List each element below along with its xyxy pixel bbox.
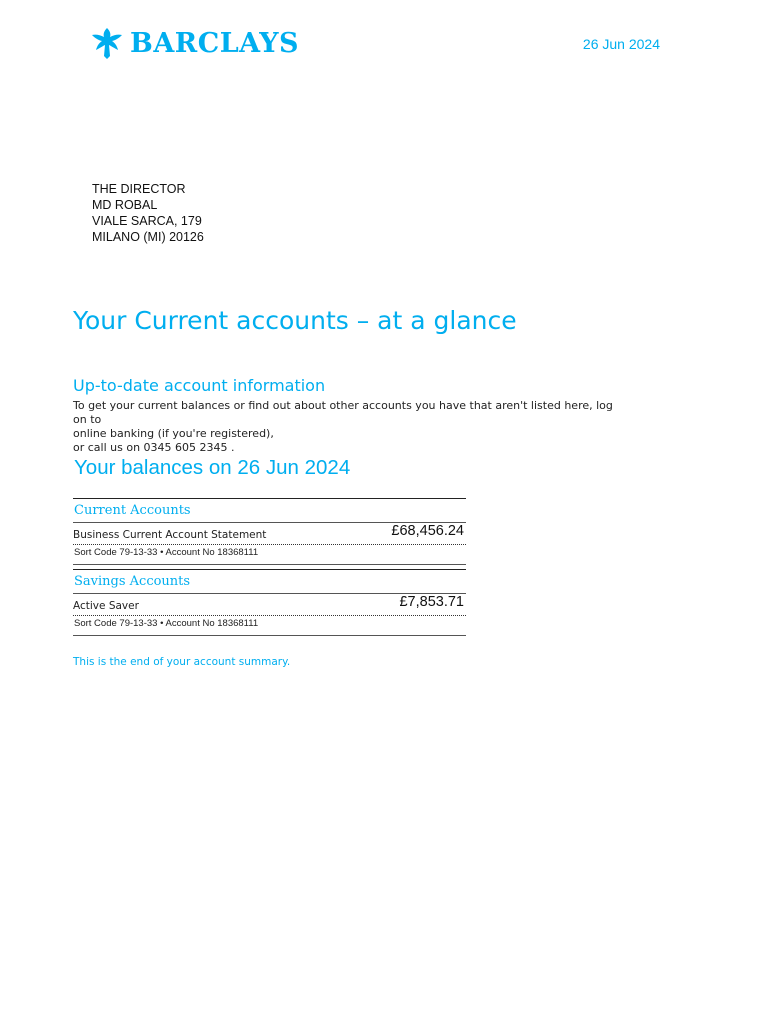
address-line: MD ROBAL bbox=[92, 198, 158, 212]
info-text bbox=[73, 399, 613, 455]
divider bbox=[73, 635, 466, 636]
info-heading: Up-to-date account information bbox=[73, 376, 326, 395]
account-row bbox=[73, 594, 466, 615]
page-title: Your Current accounts – at a glance bbox=[73, 306, 517, 335]
address-block bbox=[92, 181, 204, 245]
info-line: To get your current balances or find out about other accounts you have that aren't listed here, log on to bbox=[73, 399, 613, 426]
accounts-table bbox=[73, 498, 466, 636]
info-line: or call us on 0345 605 2345 . bbox=[73, 441, 235, 454]
account-name: Active Saver bbox=[73, 600, 139, 612]
end-note: This is the end of your account summary. bbox=[73, 656, 291, 668]
account-balance: £68,456.24 bbox=[391, 523, 464, 539]
section-title: Savings Accounts bbox=[74, 574, 191, 589]
balances-heading: Your balances on 26 Jun 2024 bbox=[74, 456, 351, 479]
section-savings-accounts bbox=[73, 570, 466, 636]
address-line: THE DIRECTOR bbox=[92, 182, 186, 196]
info-line: online banking (if you're registered), bbox=[73, 427, 274, 440]
barclays-logo bbox=[90, 26, 299, 60]
address-line: MILANO (MI) 20126 bbox=[92, 230, 204, 244]
eagle-icon bbox=[90, 26, 124, 60]
section-current-accounts bbox=[73, 499, 466, 565]
account-row bbox=[73, 523, 466, 544]
account-name: Business Current Account Statement bbox=[73, 529, 267, 541]
sort-code-line: Sort Code 79-13-33 • Account No 18368111 bbox=[74, 547, 259, 558]
account-balance: £7,853.71 bbox=[399, 594, 464, 610]
address-line: VIALE SARCA, 179 bbox=[92, 214, 202, 228]
brand-name: BARCLAYS bbox=[130, 27, 300, 59]
statement-date: 26 Jun 2024 bbox=[582, 36, 660, 52]
sort-code-line: Sort Code 79-13-33 • Account No 18368111 bbox=[74, 618, 259, 629]
section-title: Current Accounts bbox=[74, 503, 191, 518]
